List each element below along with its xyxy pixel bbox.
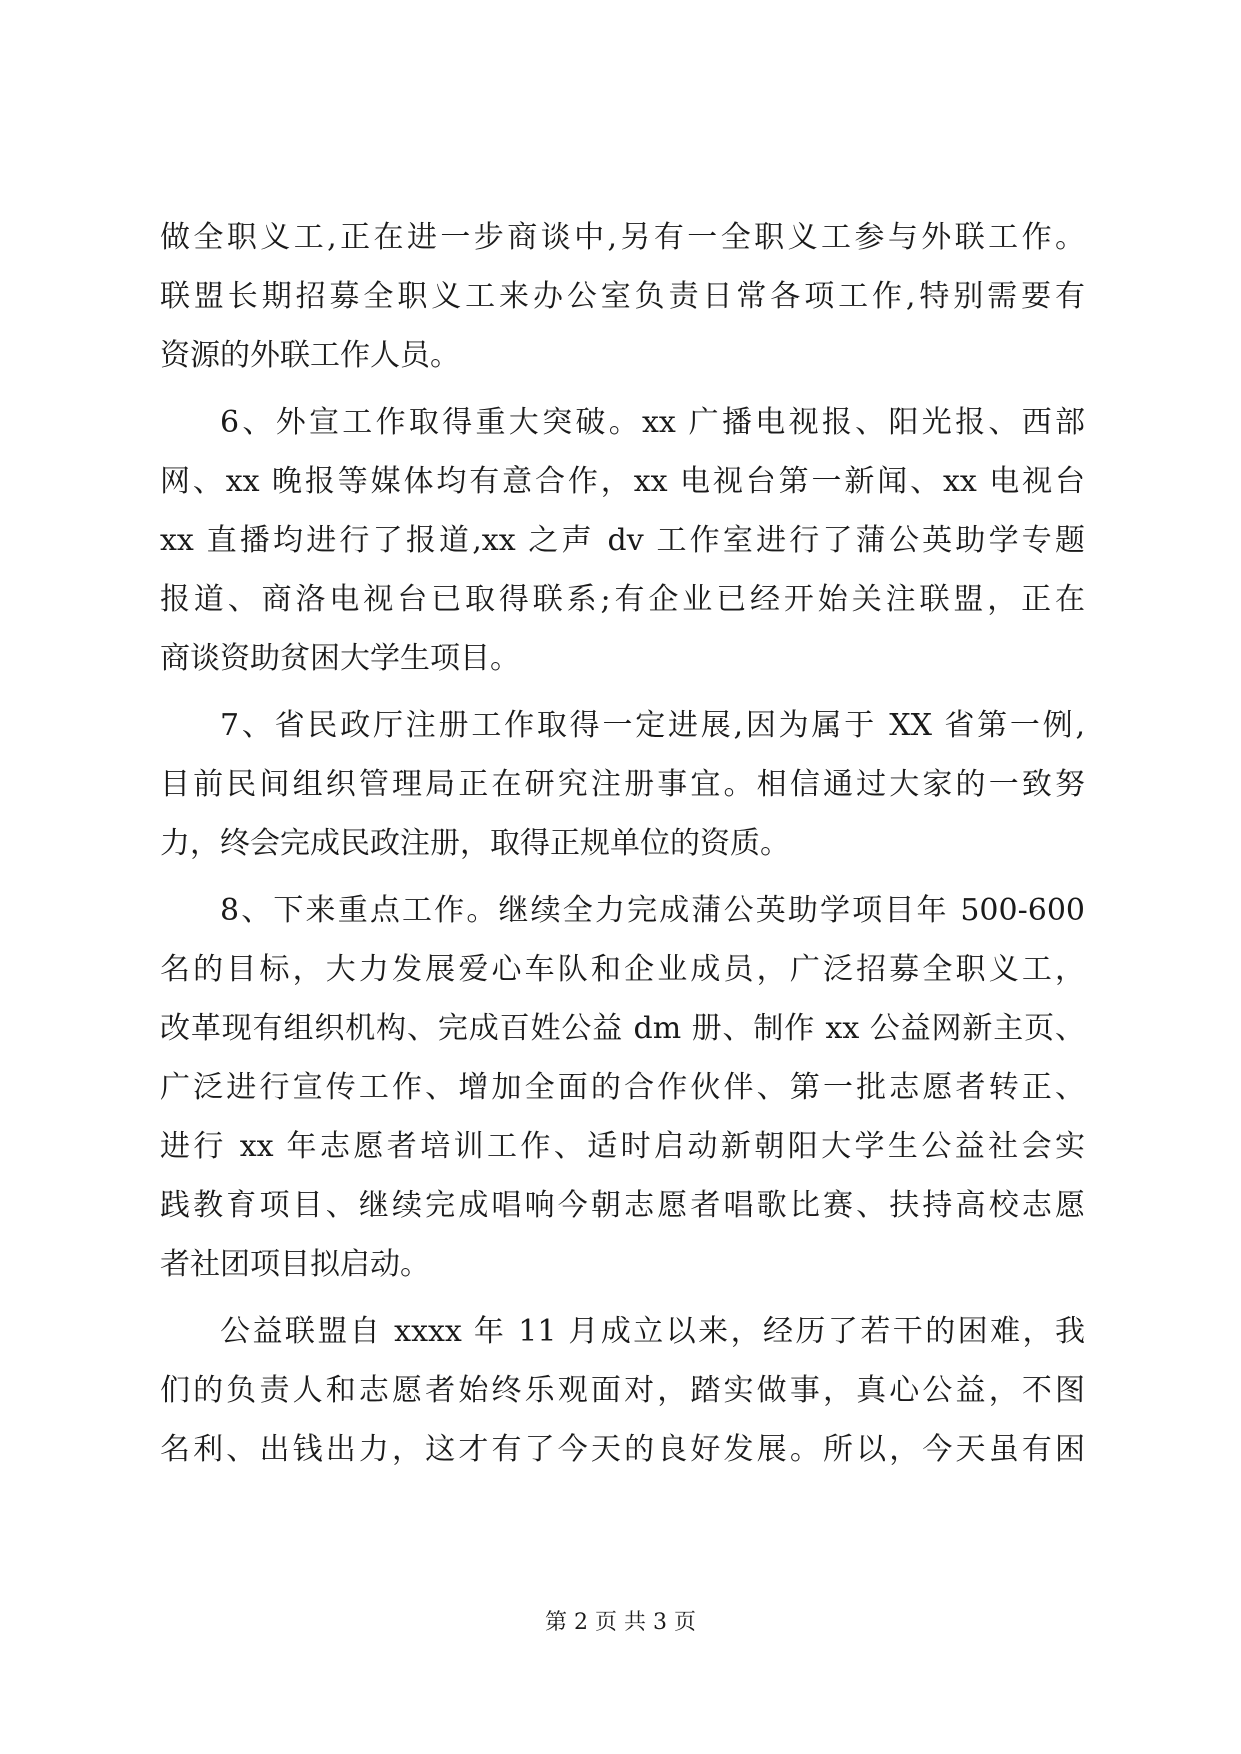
text-line: 联盟长期招募全职义工来办公室负责日常各项工作,特别需要有 <box>160 279 1085 314</box>
paragraph-closing <box>160 1302 1085 1479</box>
document-body <box>160 208 1085 1479</box>
text-line: 目前民间组织管理局正在研究注册事宜。相信通过大家的一致努 <box>160 767 1085 802</box>
text-line: xx 直播均进行了报道,xx 之声 dv 工作室进行了蒲公英助学专题 <box>160 523 1085 558</box>
paragraph-gap <box>160 873 1085 881</box>
text-line: 者社团项目拟启动。 <box>160 1247 430 1282</box>
text-line: 资源的外联工作人员。 <box>160 338 460 373</box>
paragraph-item-6 <box>160 393 1085 688</box>
paragraph-item-8 <box>160 881 1085 1294</box>
text-line: 改革现有组织机构、完成百姓公益 dm 册、制作 xx 公益网新主页、 <box>160 1011 1085 1046</box>
text-line: 8、下来重点工作。继续全力完成蒲公英助学项目年 500-600 <box>220 893 1085 928</box>
text-line: 力，终会完成民政注册，取得正规单位的资质。 <box>160 826 790 861</box>
paragraph-continuation <box>160 208 1085 385</box>
paragraph-gap <box>160 1294 1085 1302</box>
page-number-footer: 第 2 页 共 3 页 <box>545 1610 696 1635</box>
text-line: 践教育项目、继续完成唱响今朝志愿者唱歌比赛、扶持高校志愿 <box>160 1188 1085 1223</box>
text-line: 进行 xx 年志愿者培训工作、适时启动新朝阳大学生公益社会实 <box>160 1129 1085 1164</box>
text-line: 报道、商洛电视台已取得联系;有企业已经开始关注联盟，正在 <box>160 582 1085 617</box>
text-line: 名的目标，大力发展爱心车队和企业成员，广泛招募全职义工， <box>160 952 1085 987</box>
paragraph-item-7 <box>160 696 1085 873</box>
text-line: 商谈资助贫困大学生项目。 <box>160 641 520 676</box>
text-line: 6、外宣工作取得重大突破。xx 广播电视报、阳光报、西部 <box>220 405 1085 440</box>
text-line: 公益联盟自 xxxx 年 11 月成立以来，经历了若干的困难，我 <box>220 1314 1085 1349</box>
text-line: 网、xx 晚报等媒体均有意合作，xx 电视台第一新闻、xx 电视台 <box>160 464 1085 499</box>
paragraph-gap <box>160 385 1085 393</box>
paragraph-gap <box>160 688 1085 696</box>
text-line: 广泛进行宣传工作、增加全面的合作伙伴、第一批志愿者转正、 <box>160 1070 1085 1105</box>
text-line: 们的负责人和志愿者始终乐观面对，踏实做事，真心公益，不图 <box>160 1373 1085 1408</box>
text-line: 7、省民政厅注册工作取得一定进展,因为属于 XX 省第一例, <box>220 708 1085 743</box>
text-line: 做全职义工,正在进一步商谈中,另有一全职义工参与外联工作。 <box>160 220 1085 255</box>
text-line: 名利、出钱出力，这才有了今天的良好发展。所以，今天虽有困 <box>160 1432 1085 1467</box>
